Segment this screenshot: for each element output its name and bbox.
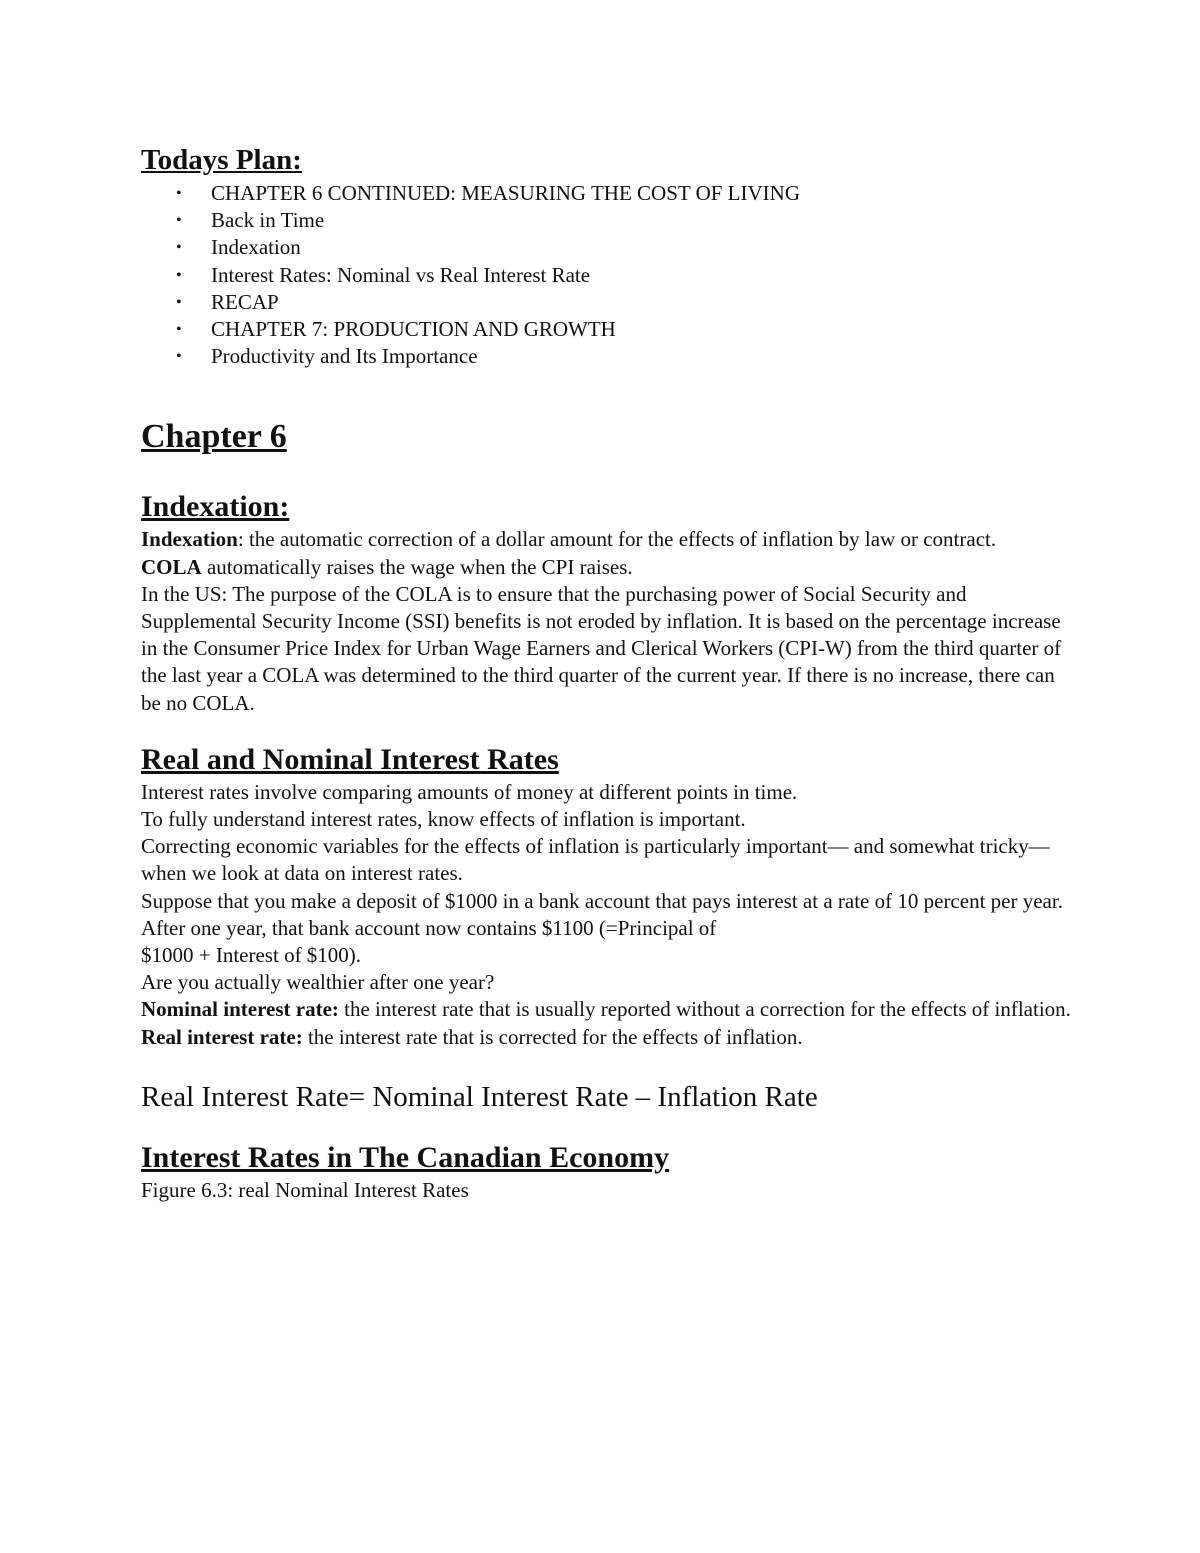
bullet-icon: • (176, 266, 182, 284)
real-rate-term: Real interest rate: (141, 1024, 303, 1049)
plan-list (141, 180, 1071, 370)
plan-item-label: Indexation (211, 235, 301, 260)
bullet-icon: • (176, 239, 182, 257)
body-line: After one year, that bank account now contains $1100 (=Principal of (141, 915, 717, 940)
document-page (141, 140, 1071, 1204)
canada-heading: Interest Rates in The Canadian Economy (141, 1140, 670, 1174)
body-line: Interest rates involve comparing amounts of money at different points in time. (141, 779, 798, 804)
body-line: $1000 + Interest of $100). (141, 942, 362, 967)
real-rate-formula: Real Interest Rate= Nominal Interest Rate – Inflation Rate (141, 1080, 818, 1113)
plan-item-label: Interest Rates: Nominal vs Real Interest Rate (211, 262, 591, 287)
plan-item (141, 343, 1071, 370)
bullet-icon: • (176, 320, 182, 338)
real-nominal-heading: Real and Nominal Interest Rates (141, 742, 559, 776)
bullet-icon: • (176, 348, 182, 366)
body-line: Are you actually wealthier after one year? (141, 970, 495, 995)
nominal-rate-term: Nominal interest rate: (141, 997, 339, 1022)
plan-item-label: Productivity and Its Importance (211, 344, 478, 369)
chapter-title: Chapter 6 (141, 418, 287, 456)
body-line: Correcting economic variables for the effects of inflation is particularly important— and somewhat tricky— (141, 834, 1050, 859)
indexation-term: Indexation (141, 527, 238, 552)
body-line: Suppose that you make a deposit of $1000 in a bank account that pays interest at a rate of 10 percent per year. (141, 888, 1063, 913)
indexation-definition-text: : the automatic correction of a dollar amount for the effects of inflation by law or contract. (237, 527, 997, 552)
nominal-rate-text: the interest rate that is usually reported without a correction for the effects of inflation. (338, 997, 1071, 1022)
plan-item-label: CHAPTER 7: PRODUCTION AND GROWTH (211, 316, 616, 341)
plan-item (141, 289, 1071, 316)
body-line: when we look at data on interest rates. (141, 861, 463, 886)
plan-title: Todays Plan: (141, 144, 302, 176)
indexation-definition (141, 526, 1071, 553)
bullet-icon: • (176, 185, 182, 202)
figure-caption: Figure 6.3: real Nominal Interest Rates (141, 1177, 469, 1202)
cola-term: COLA (141, 554, 202, 579)
cola-definition (141, 554, 1071, 581)
real-rate-text: the interest rate that is corrected for the effects of inflation. (302, 1024, 803, 1049)
nominal-rate-definition (141, 996, 1071, 1023)
plan-item (141, 316, 1071, 343)
plan-item (141, 262, 1071, 289)
cola-us-paragraph: In the US: The purpose of the COLA is to ensure that the purchasing power of Social Security and Supplemental Security Income (SSI) benefits is not eroded by inflation. It is based on the percentage increase in the Consumer Price Index for Urban Wage Earners and Clerical Workers (CPI-W) from the third quarter of the last year a COLA was determined to the third quarter of the current year. If there is no increase, there can be no COLA. (141, 581, 1062, 715)
plan-item (141, 207, 1071, 234)
real-rate-definition (141, 1024, 1071, 1051)
bullet-icon: • (176, 293, 182, 311)
indexation-heading: Indexation: (141, 490, 290, 524)
body-line: To fully understand interest rates, know effects of inflation is important. (141, 806, 746, 831)
bullet-icon: • (176, 212, 182, 230)
plan-item (141, 234, 1071, 261)
plan-item-label: CHAPTER 6 CONTINUED: MEASURING THE COST OF LIVING (211, 181, 800, 205)
plan-item-label: Back in Time (211, 208, 325, 233)
plan-item (141, 180, 1071, 207)
cola-definition-text: automatically raises the wage when the CPI raises. (201, 554, 633, 579)
plan-item-label: RECAP (211, 289, 279, 314)
